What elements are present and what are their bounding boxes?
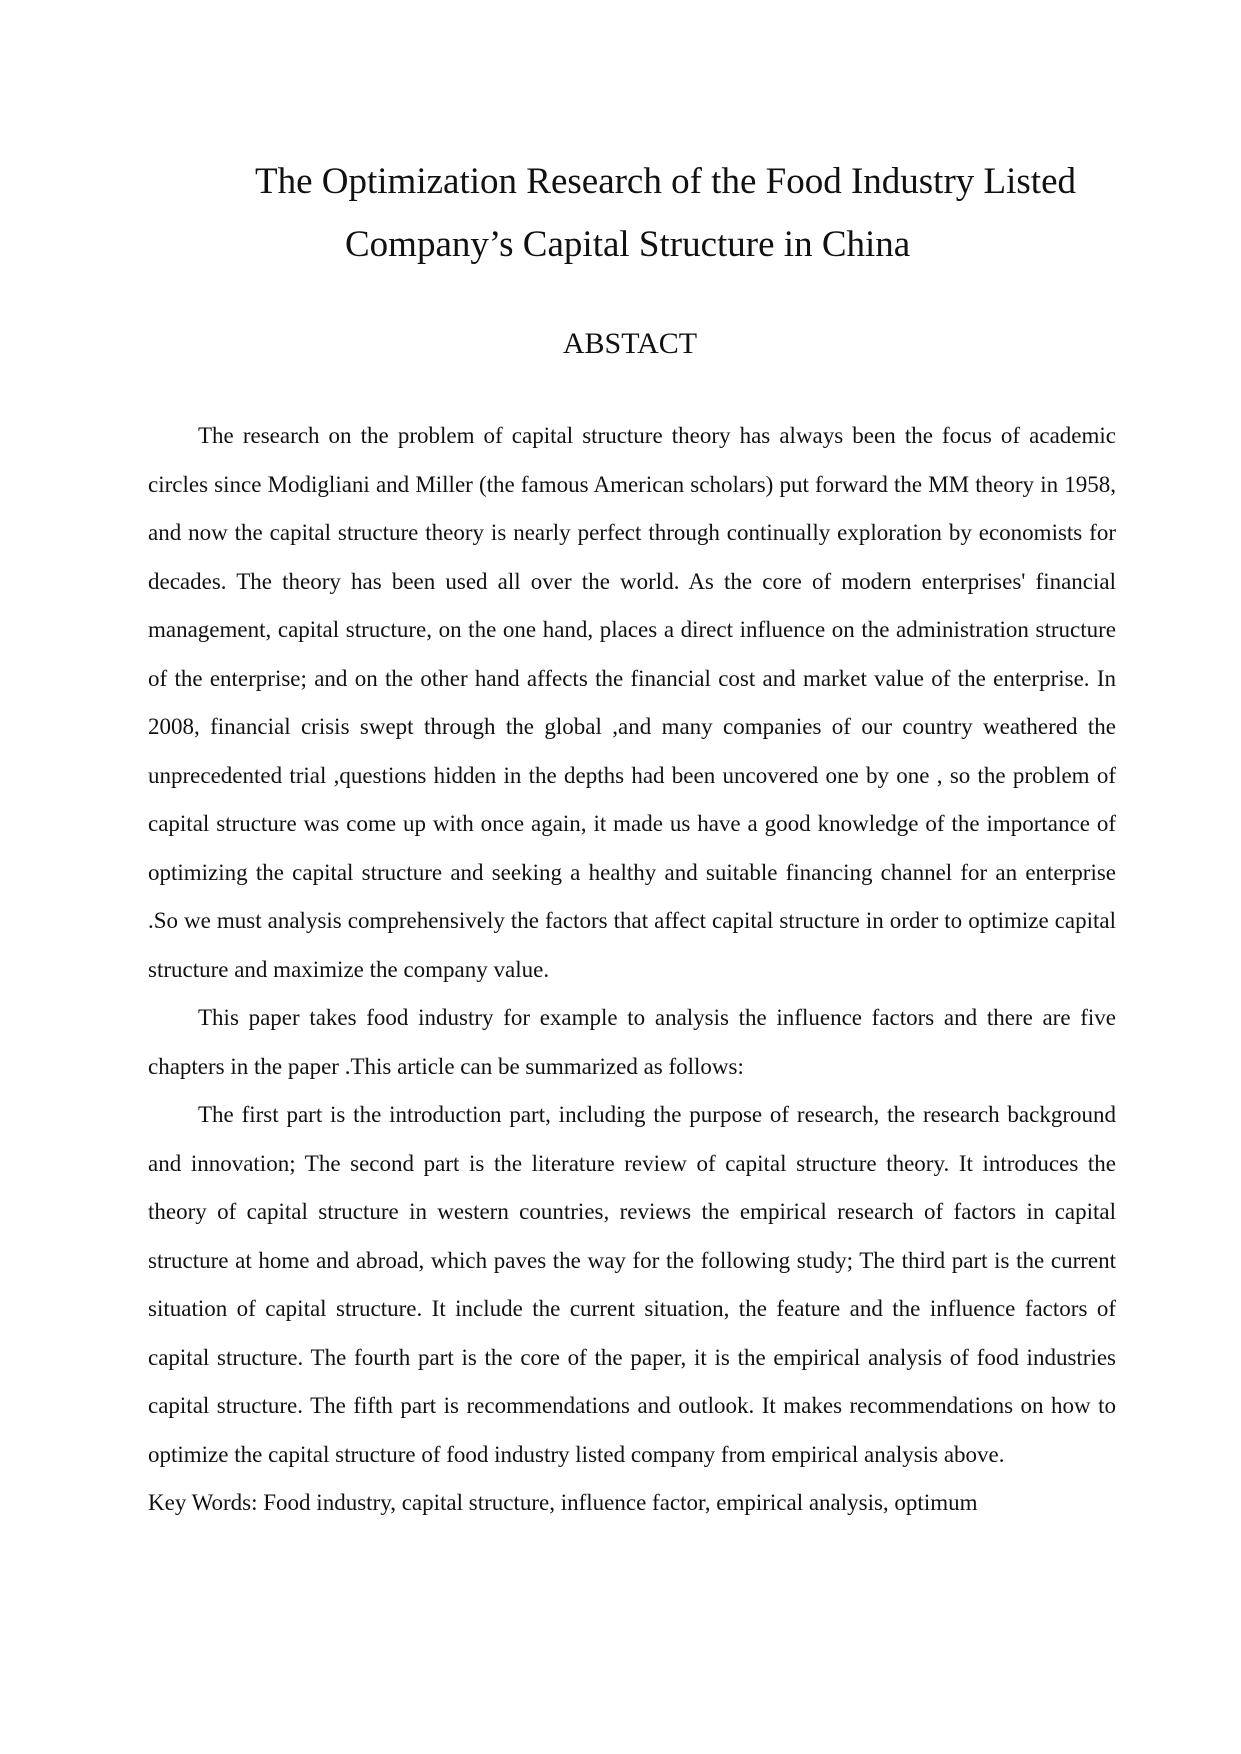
abstract-heading: ABSTACT — [562, 327, 698, 360]
abstract-paragraph-2: This paper takes food industry for example to analysis the influence factors and there are five chapters in the paper .This article can be summarized as follows: — [148, 1005, 1116, 1079]
keywords-line: Key Words: Food industry, capital structure, influence factor, empirical analysis, optimum — [148, 1490, 978, 1515]
document-title-line-1: The Optimization Research of the Food Industry Listed — [255, 161, 1077, 202]
abstract-body — [148, 412, 1116, 1528]
abstract-paragraph-3: The first part is the introduction part, including the purpose of research, the research background and innovation; The second part is the literature review of capital structure theory. It introduces the theory of capital structure in western countries, reviews the empirical research of factors in capital structure at home and abroad, which paves the way for the following study; The third part is the current situation of capital structure. It include the current situation, the feature and the influence factors of capital structure. The fourth part is the core of the paper, it is the empirical analysis of food industries capital structure. The fifth part is recommendations and outlook. It makes recommendations on how to optimize the capital structure of food industry listed company from empirical analysis above. — [148, 1102, 1116, 1467]
abstract-paragraph-1: The research on the problem of capital structure theory has always been the focus of academic circles since Modigliani and Miller (the famous American scholars) put forward the MM theory in 1958, and now the capital structure theory is nearly perfect through continually exploration by economists for decades. The theory has been used all over the world. As the core of modern enterprises' financial management, capital structure, on the one hand, places a direct influence on the administration structure of the enterprise; and on the other hand affects the financial cost and market value of the enterprise. In 2008, financial crisis swept through the global ,and many companies of our country weathered the unprecedented trial ,questions hidden in the depths had been uncovered one by one , so the problem of capital structure was come up with once again, it made us have a good knowledge of the importance of optimizing the capital structure and seeking a healthy and suitable financing channel for an enterprise .So we must analysis comprehensively the factors that affect capital structure in order to optimize capital structure and maximize the company value. — [148, 423, 1116, 982]
document-title-line-2: Company’s Capital Structure in China — [345, 224, 911, 265]
